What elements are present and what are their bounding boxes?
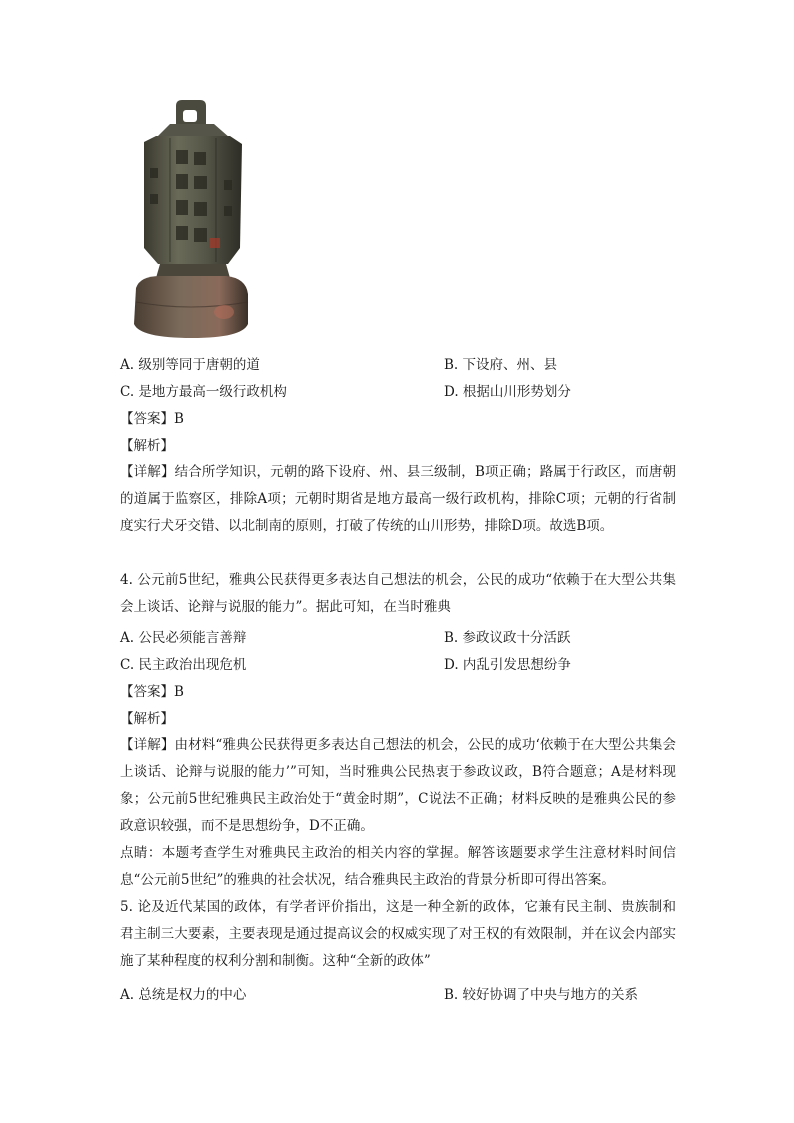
detailed-explanation: 【详解】由材料“雅典公民获得更多表达自己想法的机会，公民的成功‘依赖于在大型公共集会上谈话、论辩与说服的能力’”可知，当时雅典公民热衷于参政议政，B符合题意；A是材料现象；公元前5世纪雅典民主政治处于“黄金时期”，C说法不正确；材料反映的是雅典公民的参政意识较强，而不是思想纷争，D不正确。: [120, 737, 676, 834]
question-5-stem: 5. 论及近代某国的政体，有学者评价指出，这是一种全新的政体，它兼有民主制、贵族制和君主制三大要素，主要表现是通过提高议会的权威实现了对王权的有效限制，并在议会内部实施了某种程度的权利分割和制衡。这种“全新的政体”: [120, 899, 676, 969]
bronze-weight-image: [130, 98, 250, 340]
option-b: B. 下设府、州、县: [444, 357, 558, 373]
option-b: B. 较好协调了中央与地方的关系: [444, 987, 639, 1003]
analysis-label: 【解析】: [120, 711, 174, 727]
option-d: D. 内乱引发思想纷争: [444, 657, 571, 673]
option-c: C. 是地方最高一级行政机构: [120, 384, 287, 400]
option-d: D. 根据山川形势划分: [444, 384, 571, 400]
option-c: C. 民主政治出现危机: [120, 657, 247, 673]
tip-comment: 点睛：本题考查学生对雅典民主政治的相关内容的掌握。解答该题要求学生注意材料时间信息“公元前5世纪”的雅典的社会状况，结合雅典民主政治的背景分析即可得出答案。: [120, 845, 676, 888]
answer-label: 【答案】B: [120, 684, 184, 700]
answer-label: 【答案】B: [120, 411, 184, 427]
detailed-explanation: 【详解】结合所学知识，元朝的路下设府、州、县三级制，B项正确；路属于行政区，而唐朝的道属于监察区，排除A项；元朝时期省是地方最高一级行政机构，排除C项；元朝的行省制度实行犬牙交错、以北制南的原则，打破了传统的山川形势，排除D项。故选B项。: [120, 464, 676, 534]
question-4-stem: 4. 公元前5世纪，雅典公民获得更多表达自己想法的机会，公民的成功“依赖于在大型公共集会上谈话、论辩与说服的能力”。据此可知，在当时雅典: [120, 572, 676, 615]
option-a: A. 公民必须能言善辩: [120, 630, 247, 646]
option-a: A. 总统是权力的中心: [120, 987, 247, 1003]
option-b: B. 参政议政十分活跃: [444, 630, 571, 646]
analysis-label: 【解析】: [120, 438, 174, 454]
option-a: A. 级别等同于唐朝的道: [120, 357, 260, 373]
